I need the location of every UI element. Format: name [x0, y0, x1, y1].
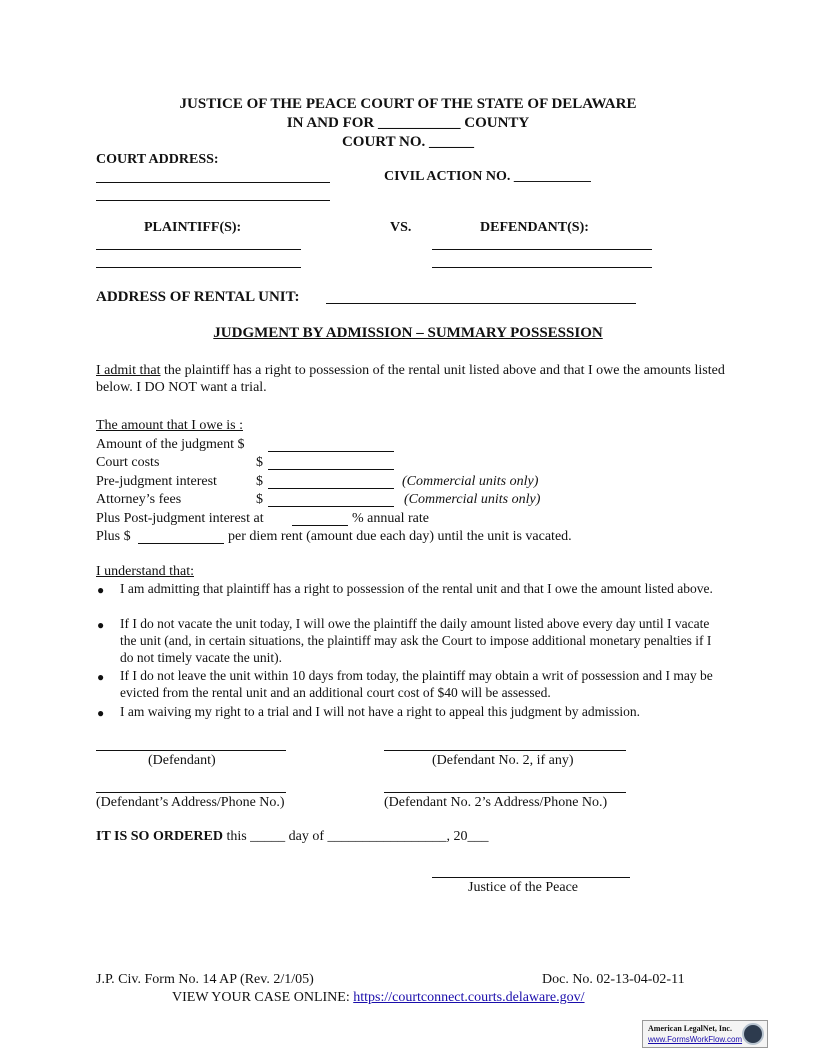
understand-item: If I do not leave the unit within 10 days from today, the plaintiff may obtain a writ of possession and I may be evicted from the rental unit and an additional court cost of $40 will be assessed.	[120, 668, 713, 700]
prejudgment-dollar: $	[256, 474, 263, 489]
justice-signature-line[interactable]	[432, 877, 630, 878]
per-diem-prefix: Plus $	[96, 529, 131, 544]
defendant-address-line[interactable]	[96, 792, 286, 793]
per-diem-suffix: per diem rent (amount due each day) until the unit is vacated.	[228, 529, 572, 544]
court-address-line-1[interactable]	[96, 182, 330, 183]
attorney-fees-line[interactable]	[268, 506, 394, 507]
globe-icon	[742, 1023, 764, 1045]
attorney-fees-dollar: $	[256, 492, 263, 507]
plaintiff-label: PLAINTIFF(S):	[144, 220, 242, 235]
understand-item: I am waiving my right to a trial and I will not have a right to appeal this judgment by admission.	[120, 704, 641, 719]
court-connect-link[interactable]: https://courtconnect.courts.delaware.gov/	[353, 990, 585, 1005]
court-costs-label: Court costs	[96, 455, 160, 470]
ordered-line	[96, 829, 489, 845]
defendant2-address-line[interactable]	[384, 792, 626, 793]
justice-label: Justice of the Peace	[468, 880, 579, 895]
defendant2-signature-label: (Defendant No. 2, if any)	[432, 753, 574, 768]
form-title: JUDGMENT BY ADMISSION – SUMMARY POSSESSION	[213, 325, 603, 341]
bullet-icon: ●	[97, 583, 105, 597]
logo-site: www.FormsWorkFlow.com	[648, 1035, 743, 1044]
american-legalnet-logo[interactable]	[642, 1020, 768, 1048]
view-case-online	[172, 990, 585, 1006]
prejudgment-note: (Commercial units only)	[402, 474, 539, 489]
logo-company: American LegalNet, Inc.	[648, 1024, 732, 1033]
defendant-line-1[interactable]	[432, 249, 652, 250]
ordered-bold: IT IS SO ORDERED	[96, 829, 223, 844]
admission-paragraph	[96, 362, 726, 396]
court-address-line-2[interactable]	[96, 200, 330, 201]
court-costs-line[interactable]	[268, 469, 394, 470]
prejudgment-label: Pre-judgment interest	[96, 474, 217, 489]
bullet-icon: ●	[97, 618, 105, 632]
defendant2-address-label: (Defendant No. 2’s Address/Phone No.)	[384, 795, 608, 810]
per-diem-amount-line[interactable]	[138, 543, 224, 544]
view-case-label: VIEW YOUR CASE ONLINE:	[172, 990, 354, 1005]
defendant-line-2[interactable]	[432, 267, 652, 268]
court-title: JUSTICE OF THE PEACE COURT OF THE STATE OF DELAWARE	[179, 96, 637, 112]
admission-text: the plaintiff has a right to possession of the rental unit listed above and that I owe the amounts listed below. I DO NOT want a trial.	[96, 363, 725, 395]
bullet-icon: ●	[97, 670, 105, 684]
understand-item: If I do not vacate the unit today, I will owe the plaintiff the daily amount listed above every day until I vacate the unit (and, in certain situations, the plaintiff may ask the Court to impose additional monetary penalties if I do not timely vacate the unit).	[120, 616, 712, 665]
rental-unit-line[interactable]	[326, 303, 636, 304]
prejudgment-line[interactable]	[268, 488, 394, 489]
rental-unit-label: ADDRESS OF RENTAL UNIT:	[96, 289, 300, 305]
ordered-rest: this _____ day of _________________, 20___	[222, 829, 489, 844]
judgment-label: Amount of the judgment $	[96, 437, 245, 452]
defendant-signature-line[interactable]	[96, 750, 286, 751]
court-costs-dollar: $	[256, 455, 263, 470]
defendant-signature-label: (Defendant)	[148, 753, 216, 768]
defendant2-signature-line[interactable]	[384, 750, 626, 751]
defendant-label: DEFENDANT(S):	[480, 220, 589, 235]
admission-lead: I admit that	[96, 363, 161, 378]
county-line: IN AND FOR ___________ COUNTY	[286, 115, 530, 131]
civil-action-label: CIVIL ACTION NO. ___________	[384, 169, 591, 184]
post-judgment-suffix: % annual rate	[352, 511, 429, 526]
post-judgment-label: Plus Post-judgment interest at	[96, 511, 264, 526]
plaintiff-line-2[interactable]	[96, 267, 301, 268]
post-judgment-rate-line[interactable]	[292, 525, 348, 526]
bullet-icon: ●	[97, 706, 105, 720]
attorney-fees-label: Attorney’s fees	[96, 492, 182, 507]
vs-label: VS.	[390, 220, 412, 235]
defendant-address-label: (Defendant’s Address/Phone No.)	[96, 795, 285, 810]
form-number: J.P. Civ. Form No. 14 AP (Rev. 2/1/05)	[96, 972, 314, 987]
plaintiff-line-1[interactable]	[96, 249, 301, 250]
attorney-fees-note: (Commercial units only)	[404, 492, 541, 507]
understand-heading: I understand that:	[96, 564, 194, 579]
judgment-amount-line[interactable]	[268, 451, 394, 452]
document-number: Doc. No. 02-13-04-02-11	[542, 972, 685, 987]
amounts-heading: The amount that I owe is :	[96, 418, 243, 433]
court-number-line: COURT NO. ______	[341, 134, 475, 150]
court-address-label: COURT ADDRESS:	[96, 152, 219, 167]
understand-item: I am admitting that plaintiff has a right to possession of the rental unit and that I owe the amount listed above.	[120, 581, 713, 596]
